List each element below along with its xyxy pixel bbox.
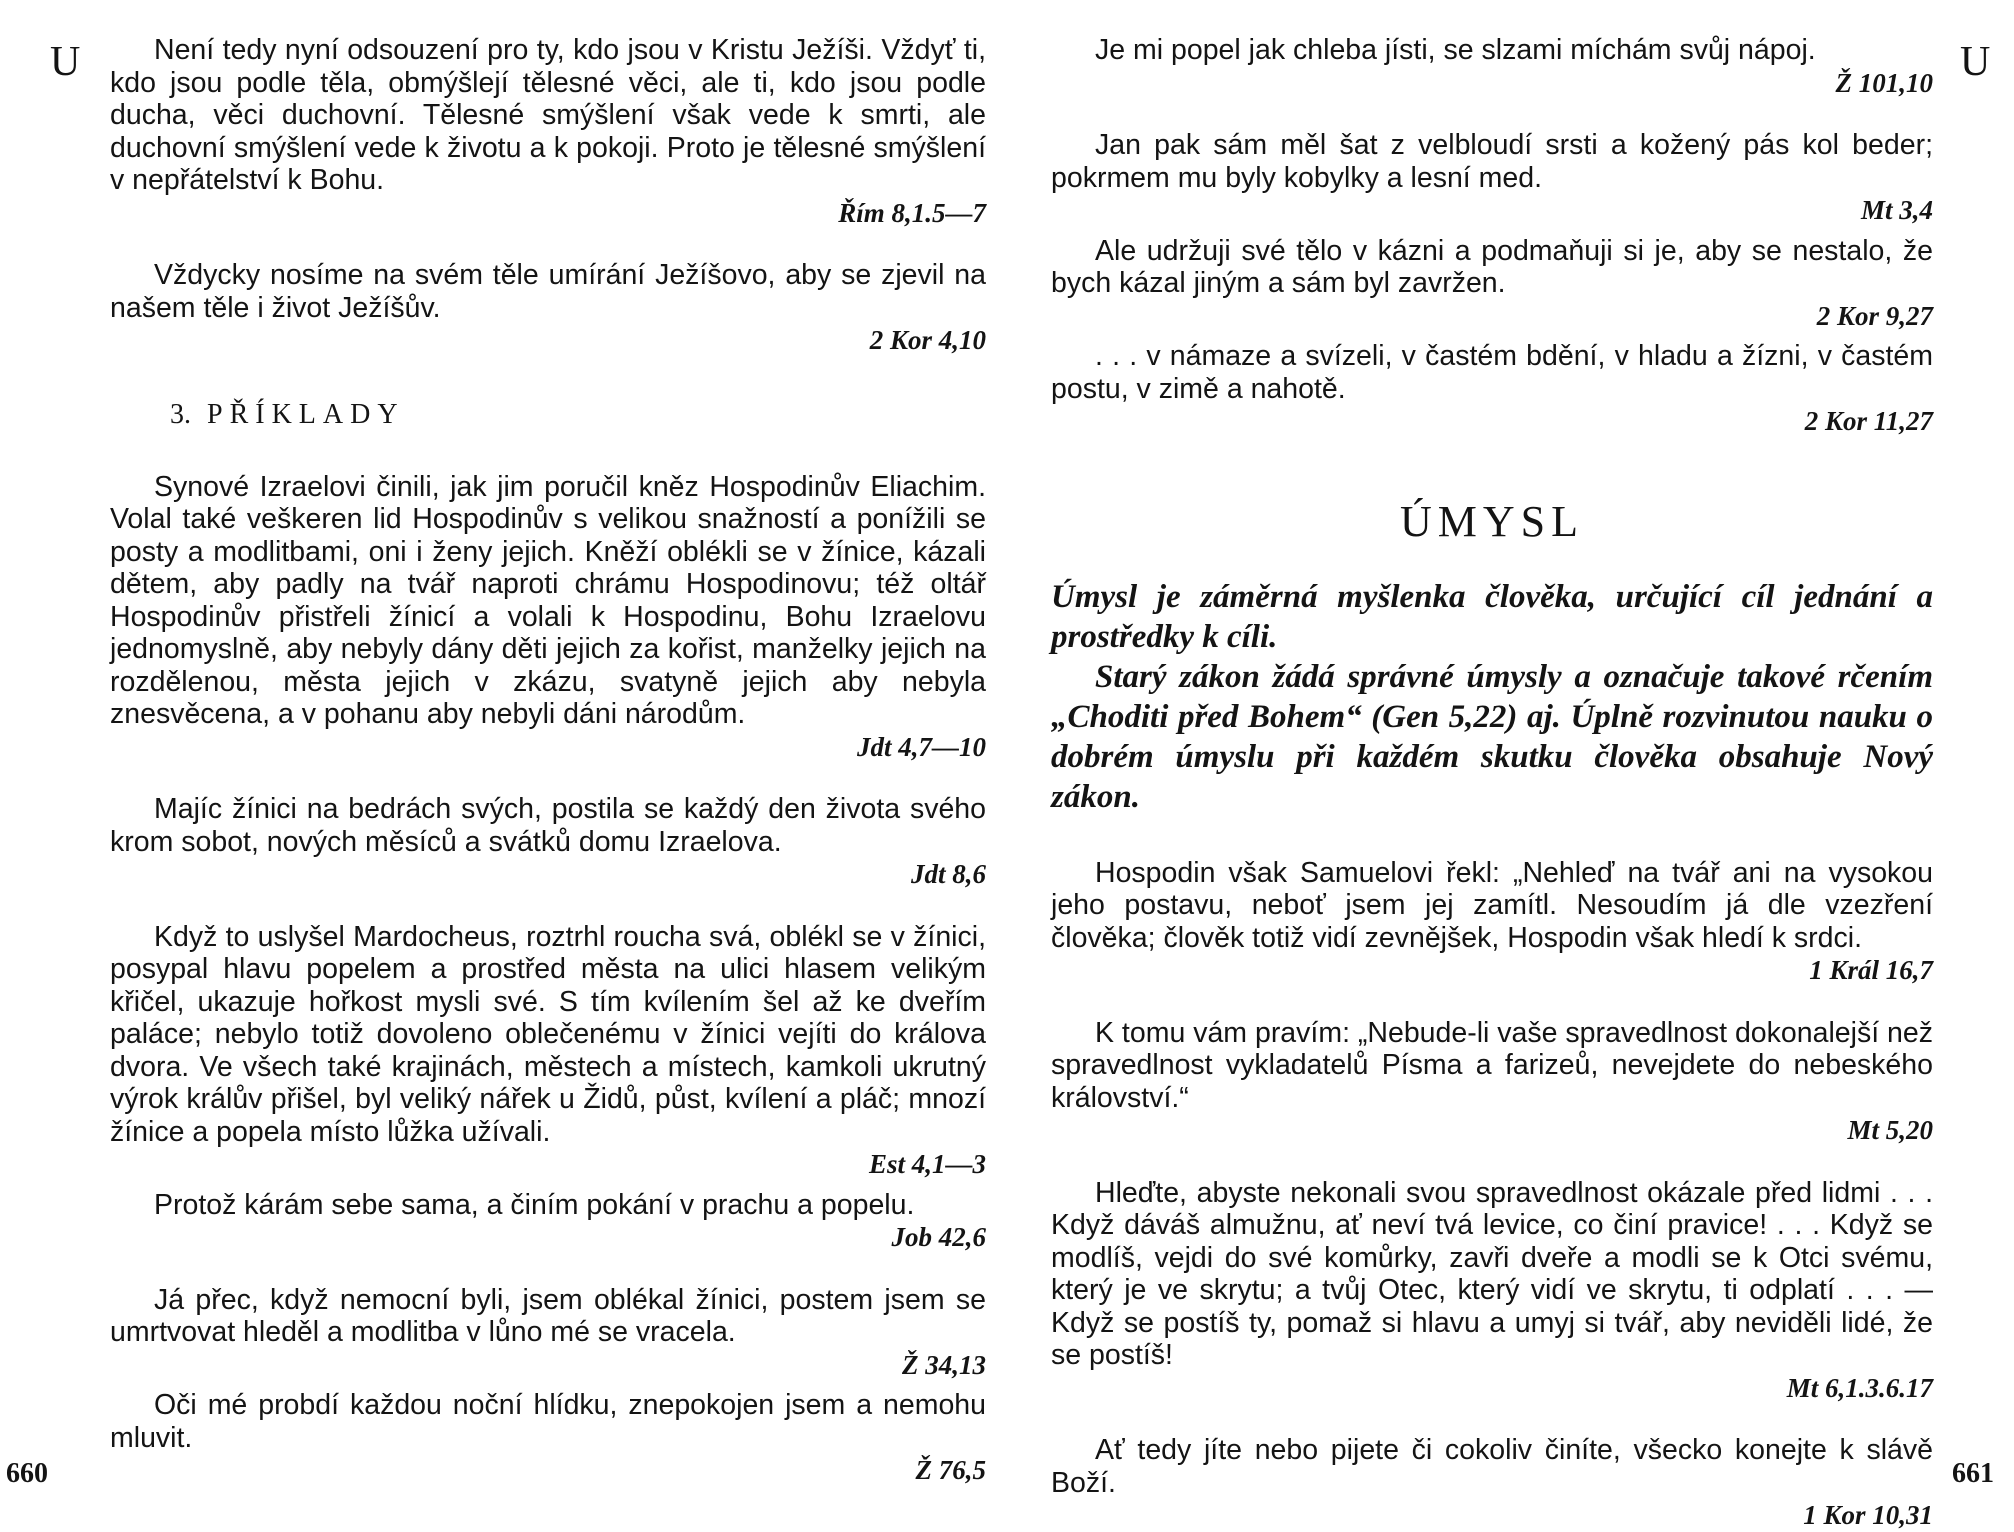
section-label: PŘÍKLADY xyxy=(207,398,405,430)
passage-text: Je mi popel jak chleba jísti, se slzami míchám svůj nápoj. xyxy=(1095,34,1816,66)
passage-text: Protož kárám sebe sama, a činím pokání v prachu a popelu. xyxy=(154,1188,915,1221)
section-heading xyxy=(170,399,986,431)
passage-reference: Mt 6,1.3.6.17 xyxy=(1786,1372,1933,1403)
section-number: 3. xyxy=(170,398,191,430)
passage-reference: Mt 5,20 xyxy=(1847,1115,1933,1145)
passage xyxy=(110,1284,986,1382)
right-page xyxy=(1007,0,2014,1530)
passage-text: Synové Izraelovi činili, jak jim poručil kněz Hospodinův Eliachim. Volal také veškeren lid Hospodinův s velikou snažností a ponížili se posty a modlitbami, oni i ženy jejich. Kněží oblékli se v žínice, kázali dětem, aby padly na tvář naproti chrámu Hospodinovu; též oltář Hospodinův přistřeli žínicí a volali k Hospodinu, Bohu Izraelovu jednomyslně, aby nebyly dány děti jejich za kořist, manželky jejich na rozdělenou, města jejich v zkázu, svatyně jejich aby nebyla znesvěcena, a v pohanu aby nebyli dáni národům. xyxy=(110,470,986,730)
passage xyxy=(1051,34,1933,99)
passage xyxy=(1051,1434,1933,1532)
left-text-column xyxy=(110,34,986,1487)
passage-reference: Řím 8,1.5—7 xyxy=(838,197,986,228)
passage-text: Není tedy nyní odsouzení pro ty, kdo jsou v Kristu Ježíši. Vždyť ti, kdo jsou podle těla, obmýšlejí tělesné věci, ale ti, kdo jsou podle ducha, věci duchovní. Tělesné smýšlení však vede k smrti, ale duchovní smýšlení vede k životu a k pokoji. Proto je tělesné smýšlení v nepřátelství k Bohu. xyxy=(110,34,986,196)
passage-reference: Job 42,6 xyxy=(891,1222,986,1252)
passage-text: Vždycky nosíme na svém těle umírání Ježíšovo, aby se zjevil na našem těle i život Ježíšův. xyxy=(110,259,986,324)
left-page xyxy=(0,0,1007,1501)
passage-text: Ale udržuji své tělo v kázni a podmaňuji si je, aby se nestalo, že bych kázal jiným a sám byl zavržen. xyxy=(1051,234,1933,299)
passage-reference: Mt 3,4 xyxy=(1860,195,1933,225)
passage-text: Hleďte, abyste nekonali svou spravedlnost okázale před lidmi . . . Když dáváš almužnu, ať neví tvá levice, co činí pravice! . . . Když se modlíš, vejdi do své komůrky, zavři dveře a modli se k Otci svému, který je ve skrytu; a tvůj Otec, který vidí ve skrytu, ti odplatí . . . — Když se postíš ty, pomaž si hlavu a umyj si tvář, aby neviděli lidé, že se postíš! xyxy=(1051,1176,1933,1371)
passage xyxy=(110,1189,986,1254)
passage xyxy=(1051,129,1933,227)
passage-reference: 2 Kor 9,27 xyxy=(1816,300,1933,331)
entry-introduction xyxy=(1051,577,1933,817)
passage-reference: 1 Král 16,7 xyxy=(1809,955,1933,985)
passage xyxy=(1051,857,1933,987)
passage xyxy=(110,921,986,1181)
passage-reference: Ž 101,10 xyxy=(1835,67,1933,98)
thumb-index-letter: U xyxy=(50,39,81,85)
passage-text: Když to uslyšel Mardocheus, roztrhl roucha svá, oblékl se v žínici, posypal hlavu popelem a prostřed města na ulici hlasem velikým křičel, ukazuje hořkost mysli své. S tím kvílením šel až ke dveřím paláce; nebylo totiž dovoleno oblečenému v žínici vejíti do králova dvora. Ve všech také krajinách, městech a místech, kamkoli ukrutný výrok králův přišel, byl veliký nářek u Židů, půst, kvílení a pláč; mnozí žínice a popela místo lůžka užívali. xyxy=(110,920,986,1148)
passage-text: Jan pak sám měl šat z velbloudí srsti a kožený pás kol beder; pokrmem mu byly kobylky a lesní med. xyxy=(1051,129,1933,194)
passage-text: . . . v námaze a svízeli, v častém bdění, v hladu a žízni, v častém postu, v zimě a nahotě. xyxy=(1051,340,1933,405)
passage xyxy=(1051,1017,1933,1147)
passage-reference: Est 4,1—3 xyxy=(868,1149,986,1179)
passage xyxy=(110,793,986,891)
passage-text: Majíc žínici na bedrách svých, postila se každý den života svého krom sobot, nových měsíců a svátků domu Izraelova. xyxy=(110,793,986,858)
passage-reference: 2 Kor 4,10 xyxy=(869,325,986,355)
passage-reference: Ž 34,13 xyxy=(902,1349,986,1380)
passage xyxy=(110,259,986,357)
intro-paragraph: Úmysl je záměrná myšlenka člověka, určující cíl jednání a prostředky k cíli. xyxy=(1051,578,1933,655)
passage-text: K tomu vám pravím: „Nebude-li vaše spravedlnost dokonalejší než spravedlnost vykladatelů Písma a farizeů, nevejdete do nebeského království.“ xyxy=(1051,1016,1933,1114)
passage-reference: 1 Kor 10,31 xyxy=(1803,1500,1933,1530)
passage-text: Oči mé probdí každou noční hlídku, znepokojen jsem a nemohu mluvit. xyxy=(110,1389,986,1454)
passage-text: Já přec, když nemocní byli, jsem oblékal žínici, postem jsem se umrtvovat hleděl a modlitba v lůno mé se vracela. xyxy=(110,1283,986,1348)
passage xyxy=(110,34,986,229)
passage-text: Ať tedy jíte nebo pijete či cokoliv činíte, všecko konejte k slávě Boží. xyxy=(1051,1434,1933,1499)
passage-reference: Jdt 4,7—10 xyxy=(856,731,986,762)
passage-text: Hospodin však Samuelovi řekl: „Nehleď na tvář ani na vysokou jeho postavu, neboť jsem jej zamítl. Nesoudím já dle vzezření člověka; člověk totiž vidí zevnějšek, Hospodin však hledí k srdci. xyxy=(1051,856,1933,954)
thumb-index-letter: U xyxy=(1960,39,1991,85)
entry-title: ÚMYSL xyxy=(1399,496,1585,546)
passage xyxy=(1051,1177,1933,1405)
passage-reference: Jdt 8,6 xyxy=(910,859,986,889)
page-number: 660 xyxy=(6,1458,48,1489)
right-text-column xyxy=(1051,34,1933,1532)
passage-reference: Ž 76,5 xyxy=(915,1455,986,1485)
passage xyxy=(1051,235,1933,333)
passage-reference: 2 Kor 11,27 xyxy=(1804,406,1933,436)
passage xyxy=(110,471,986,764)
intro-paragraph: Starý zákon žádá správné úmysly a označuje takové rčením „Choditi před Bohem“ (Gen 5,22) aj. Úplně rozvinutou nauku o dobrém úmyslu při každém skutku člověka obsahuje Nový zákon. xyxy=(1051,658,1933,815)
passage xyxy=(1051,340,1933,438)
passage xyxy=(110,1389,986,1487)
page-number: 661 xyxy=(1952,1458,1994,1489)
